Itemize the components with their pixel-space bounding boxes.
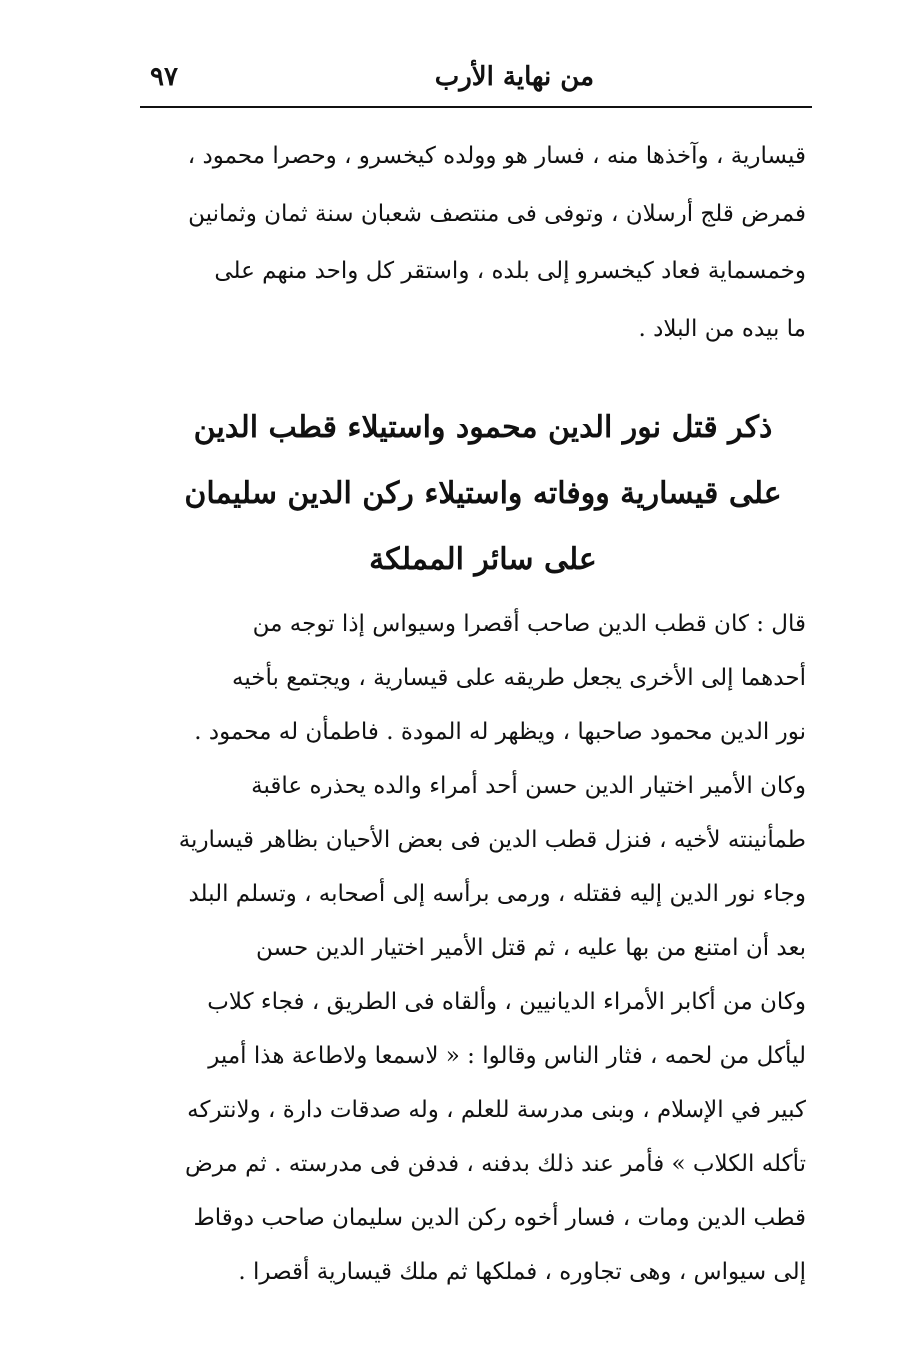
page-number: ٩٧ (150, 62, 178, 92)
paragraph-top (160, 128, 806, 358)
page-header (140, 58, 812, 102)
text-line: قال : كان قطب الدين صاحب أقصرا وسيواس إذا توجه من (252, 611, 806, 637)
text-line: إلى سيواس ، وهى تجاوره ، فملكها ثم ملك قيسارية أقصرا . (238, 1259, 806, 1285)
header-rule (140, 106, 812, 108)
text-line: أحدهما إلى الأخرى يجعل طريقه على قيسارية ، ويجتمع بأخيه (232, 665, 806, 691)
section-body (160, 597, 806, 1299)
text-line: ليأكل من لحمه ، فثار الناس وقالوا : « لاسمعا ولاطاعة هذا أمير (208, 1043, 806, 1069)
text-line: طمأنينته لأخيه ، فنزل قطب الدين فى بعض الأحيان بظاهر قيسارية (178, 827, 806, 853)
text-line: بعد أن امتنع من بها عليه ، ثم قتل الأمير اختيار الدين حسن (255, 935, 806, 961)
text-line: فمرض قلج أرسلان ، وتوفى فى منتصف شعبان سنة ثمان وثمانين (188, 200, 806, 227)
text-line: وخمسماية فعاد كيخسرو إلى بلده ، واستقر كل واحد منهم على (214, 258, 806, 284)
heading-line: على قيسارية ووفاته واستيلاء ركن الدين سليمان (184, 476, 782, 511)
heading-line: على سائر المملكة (369, 542, 597, 577)
text-line: كبير في الإسلام ، وبنى مدرسة للعلم ، وله صدقات دارة ، ولانتركه (187, 1097, 806, 1123)
heading-line: ذكر قتل نور الدين محمود واستيلاء قطب الدين (193, 410, 773, 445)
text-line: وكان الأمير اختيار الدين حسن أحد أمراء والده يحذره عاقبة (251, 773, 806, 799)
text-line: نور الدين محمود صاحبها ، ويظهر له المودة . فاطمأن له محمود . (194, 719, 806, 745)
text-line: وكان من أكابر الأمراء الديانيين ، وألقاه فى الطريق ، فجاء كلاب (207, 989, 806, 1015)
text-line: ما بيده من البلاد . (638, 315, 806, 342)
text-line: قيسارية ، وآخذها منه ، فسار هو وولده كيخسرو ، وحصرا محمود ، (187, 143, 806, 169)
text-line: قطب الدين ومات ، فسار أخوه ركن الدين سليمان صاحب دوقاط (193, 1205, 806, 1231)
text-line: وجاء نور الدين إليه فقتله ، ورمى برأسه إلى أصحابه ، وتسلم البلد (188, 881, 806, 907)
running-title: من نهاية الأرب (434, 62, 594, 92)
text-line: تأكله الكلاب » فأمر عند ذلك بدفنه ، فدفن فى مدرسته . ثم مرض (184, 1151, 806, 1177)
section-heading (160, 395, 806, 593)
